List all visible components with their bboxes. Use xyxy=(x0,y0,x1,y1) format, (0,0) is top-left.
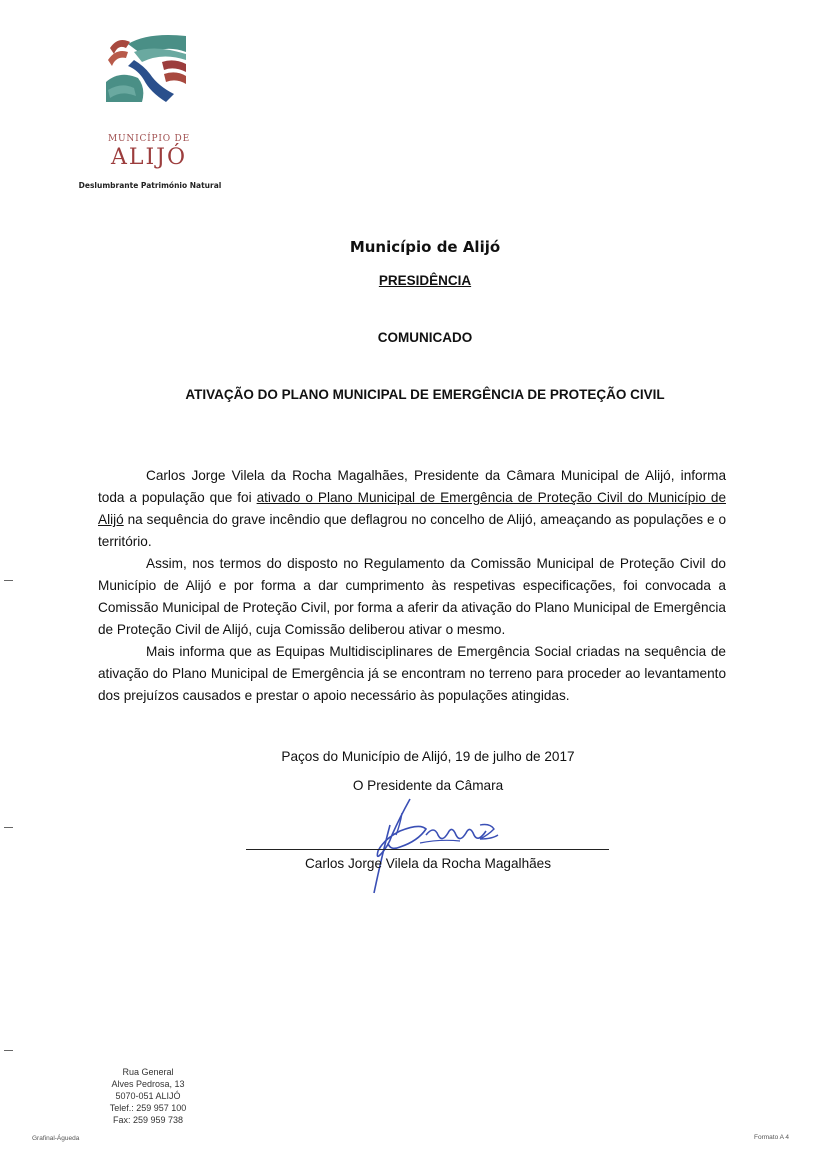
communique-body xyxy=(98,465,726,707)
address-line: Rua General xyxy=(122,1067,174,1077)
address-line: Alves Pedrosa, 13 xyxy=(111,1079,185,1089)
municipality-heading: Município de Alijó xyxy=(349,238,501,256)
address-line: 5070-051 ALIJÓ xyxy=(115,1091,181,1101)
presidency-heading: PRESIDÊNCIA xyxy=(378,273,472,288)
paragraph-2: Assim, nos termos do disposto no Regulamento da Comissão Municipal de Proteção Civil do Município de Alijó e por forma a dar cumprimento às respetivas especificações, foi convocada a Comissão Municipal de Proteção Civil, por forma a aferir da ativação do Plano Municipal de Emergência de Proteção Civil de Alijó, cuja Comissão deliberou ativar o mesmo. xyxy=(98,556,726,637)
signature-line xyxy=(246,849,609,850)
paragraph-1 xyxy=(98,465,726,553)
handwritten-signature-icon xyxy=(330,795,510,895)
document-title: ATIVAÇÃO DO PLANO MUNICIPAL DE EMERGÊNCIA DE PROTEÇÃO CIVIL xyxy=(185,387,665,402)
margin-mark xyxy=(4,827,13,828)
logo-line1: MUNICÍPIO DE xyxy=(108,134,190,144)
president-title: O Presidente da Câmara xyxy=(352,778,504,793)
margin-mark xyxy=(4,580,13,581)
printer-credit: Grafinal-Águeda xyxy=(32,1135,80,1142)
communique-heading: COMUNICADO xyxy=(377,330,473,345)
fax-number: Fax: 259 959 738 xyxy=(112,1115,184,1125)
logo-tagline: Deslumbrante Património Natural xyxy=(78,181,222,190)
paragraph-1-underlined: ativado o Plano Municipal de Emergência de Proteção Civil do Município de Alijó xyxy=(98,490,726,527)
paragraph-1-start: Carlos Jorge Vilela da Rocha Magalhães, Presidente da Câmara Municipal de Alijó, informa toda a população que foi xyxy=(98,468,726,505)
margin-mark xyxy=(4,1050,13,1051)
paper-format: Formato A 4 xyxy=(754,1134,790,1141)
president-name: Carlos Jorge Vilela da Rocha Magalhães xyxy=(304,856,552,871)
logo-line2: ALIJÓ xyxy=(110,145,188,170)
municipio-alijo-logo-icon xyxy=(104,30,188,110)
paragraph-1-end: na sequência do grave incêndio que deflagrou no concelho de Alijó, ameaçando as populações e o território. xyxy=(98,512,726,549)
phone-number: Telef.: 259 957 100 xyxy=(109,1103,187,1113)
place-and-date: Paços do Município de Alijó, 19 de julho de 2017 xyxy=(281,749,575,764)
paragraph-3: Mais informa que as Equipas Multidisciplinares de Emergência Social criadas na sequência de ativação do Plano Municipal de Emergência já se encontram no terreno para proceder ao levantamento dos prejuízos causados e prestar o apoio necessário às populações atingidas. xyxy=(98,644,726,703)
footer-address xyxy=(98,1066,198,1126)
